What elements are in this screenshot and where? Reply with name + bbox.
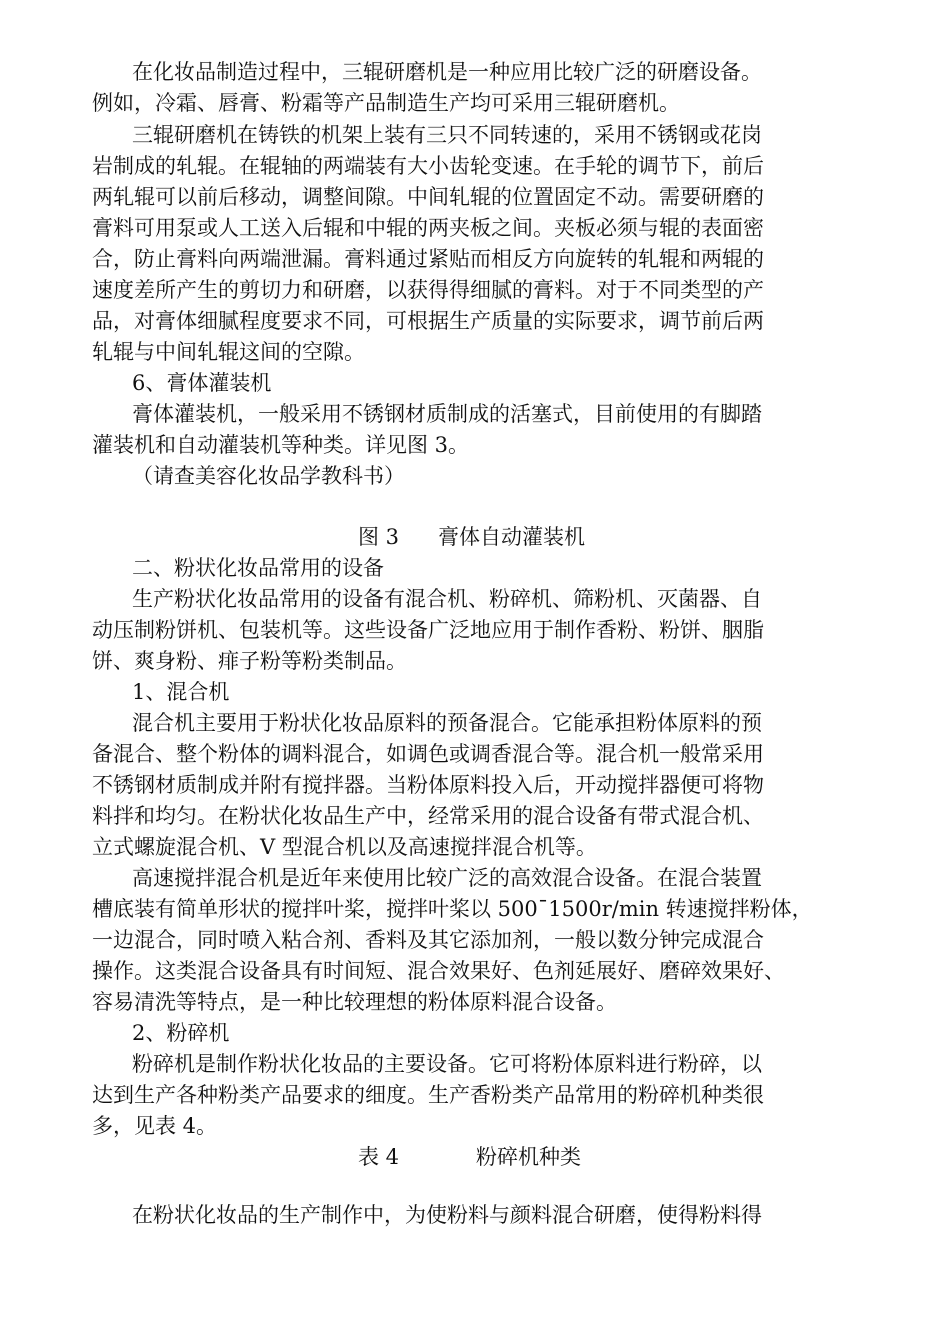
paragraph-line: 灌装机和自动灌装机等种类。详见图 3。 — [92, 433, 470, 457]
figure-label: 图 3 — [358, 525, 400, 549]
paragraph-line: 操作。这类混合设备具有时间短、混合效果好、色剂延展好、磨碎效果好、 — [92, 959, 785, 983]
paragraph-line: 饼、爽身粉、痱子粉等粉类制品。 — [92, 649, 407, 673]
figure-caption: 膏体自动灌装机 — [438, 525, 585, 549]
paragraph-line: 在化妆品制造过程中，三辊研磨机是一种应用比较广泛的研磨设备。 — [132, 60, 762, 84]
paragraph-line: 混合机主要用于粉状化妆品原料的预备混合。它能承担粉体原料的预 — [132, 711, 762, 735]
paragraph-line: 膏料可用泵或人工送入后辊和中辊的两夹板之间。夹板必须与辊的表面密 — [92, 216, 764, 240]
paragraph-line: 合，防止膏料向两端泄漏。膏料通过紧贴而相反方向旋转的轧辊和两辊的 — [92, 247, 764, 271]
paragraph-line: 品，对膏体细腻程度要求不同，可根据生产质量的实际要求，调节前后两 — [92, 309, 764, 333]
table-caption: 粉碎机种类 — [476, 1145, 581, 1169]
paragraph-line: 在粉状化妆品的生产制作中，为使粉料与颜料混合研磨，使得粉料得 — [132, 1203, 762, 1227]
paragraph-line: 多，见表 4。 — [92, 1114, 218, 1138]
reference-note: （请查美容化妆品学教科书） — [132, 464, 405, 488]
section-heading: 1、混合机 — [132, 680, 230, 704]
section-heading: 二、粉状化妆品常用的设备 — [132, 556, 384, 580]
paragraph-line: 备混合、整个粉体的调料混合，如调色或调香混合等。混合机一般常采用 — [92, 742, 764, 766]
paragraph-line: 料拌和均匀。在粉状化妆品生产中，经常采用的混合设备有带式混合机、 — [92, 804, 764, 828]
paragraph-line: 膏体灌装机，一般采用不锈钢材质制成的活塞式，目前使用的有脚踏 — [132, 402, 762, 426]
section-heading: 2、粉碎机 — [132, 1021, 230, 1045]
paragraph-line: 达到生产各种粉类产品要求的细度。生产香粉类产品常用的粉碎机种类很 — [92, 1083, 764, 1107]
paragraph-line: 槽底装有简单形状的搅拌叶桨，搅拌叶桨以 500¯1500r/min 转速搅拌粉体， — [92, 897, 813, 921]
paragraph-line: 轧辊与中间轧辊这间的空隙。 — [92, 340, 365, 364]
table-label: 表 4 — [358, 1145, 400, 1169]
paragraph-line: 动压制粉饼机、包装机等。这些设备广泛地应用于制作香粉、粉饼、胭脂 — [92, 618, 764, 642]
paragraph-line: 高速搅拌混合机是近年来使用比较广泛的高效混合设备。在混合装置 — [132, 866, 762, 890]
paragraph-line: 岩制成的轧辊。在辊轴的两端装有大小齿轮变速。在手轮的调节下，前后 — [92, 154, 764, 178]
paragraph-line: 速度差所产生的剪切力和研磨，以获得得细腻的膏料。对于不同类型的产 — [92, 278, 764, 302]
paragraph-line: 例如，冷霜、唇膏、粉霜等产品制造生产均可采用三辊研磨机。 — [92, 91, 680, 115]
paragraph-line: 立式螺旋混合机、V 型混合机以及高速搅拌混合机等。 — [92, 835, 597, 859]
paragraph-line: 容易清洗等特点，是一种比较理想的粉体原料混合设备。 — [92, 990, 617, 1014]
paragraph-line: 不锈钢材质制成并附有搅拌器。当粉体原料投入后，开动搅拌器便可将物 — [92, 773, 764, 797]
section-heading: 6、膏体灌装机 — [132, 371, 272, 395]
paragraph-line: 粉碎机是制作粉状化妆品的主要设备。它可将粉体原料进行粉碎，以 — [132, 1052, 762, 1076]
paragraph-line: 一边混合，同时喷入粘合剂、香料及其它添加剂，一般以数分钟完成混合 — [92, 928, 764, 952]
paragraph-line: 两轧辊可以前后移动，调整间隙。中间轧辊的位置固定不动。需要研磨的 — [92, 185, 764, 209]
paragraph-line: 生产粉状化妆品常用的设备有混合机、粉碎机、筛粉机、灭菌器、自 — [132, 587, 762, 611]
paragraph-line: 三辊研磨机在铸铁的机架上装有三只不同转速的，采用不锈钢或花岗 — [132, 123, 762, 147]
